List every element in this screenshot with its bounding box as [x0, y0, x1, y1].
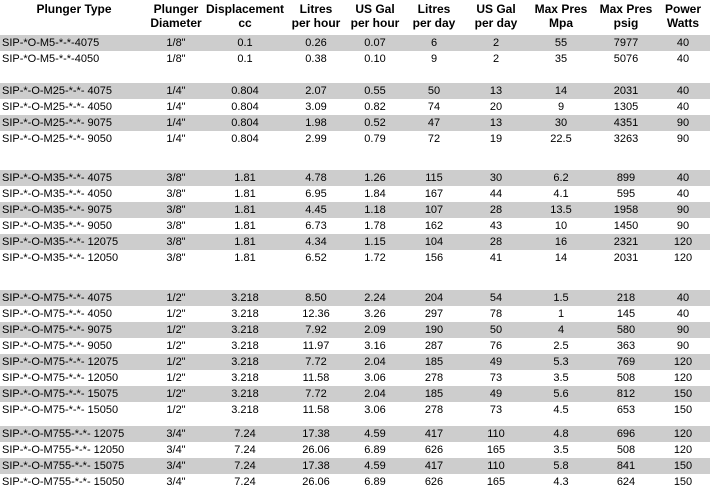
cell-litres-hour: 4.34	[305, 236, 327, 248]
cell-litres-day: 278	[424, 404, 444, 416]
cell-displacement: 0.1	[237, 37, 253, 49]
cell-plunger-type: SIP-*-O-M35-*-*- 4075	[2, 172, 113, 184]
cell-plunger-type: SIP-*-O-M35-*-*- 12075	[2, 236, 119, 248]
cell-litres-day: 626	[424, 476, 444, 488]
cell-max-pres-psig: 653	[616, 404, 636, 416]
cell-litres-hour: 11.58	[302, 404, 330, 416]
cell-usgal-day: 44	[489, 188, 503, 200]
cell-usgal-hour: 0.55	[364, 85, 386, 97]
table-row	[0, 402, 710, 418]
cell-power-watts: 150	[673, 476, 693, 488]
cell-power-watts: 40	[676, 85, 690, 97]
cell-usgal-hour: 0.10	[364, 53, 386, 65]
cell-usgal-hour: 1.18	[364, 204, 386, 216]
cell-diameter: 1/2"	[166, 356, 186, 368]
header-max-pres-psig	[594, 2, 658, 30]
cell-displacement: 1.81	[234, 252, 256, 264]
cell-usgal-hour: 2.24	[364, 292, 386, 304]
cell-usgal-hour: 2.04	[364, 388, 386, 400]
cell-usgal-hour: 1.84	[364, 188, 386, 200]
cell-usgal-day: 49	[489, 356, 503, 368]
cell-diameter: 3/8"	[166, 236, 186, 248]
cell-litres-day: 417	[424, 460, 444, 472]
cell-max-pres-mpa: 35	[554, 53, 568, 65]
cell-litres-day: 104	[424, 236, 444, 248]
table-row	[0, 115, 710, 131]
cell-max-pres-mpa: 4.3	[553, 476, 569, 488]
cell-displacement: 1.81	[234, 172, 256, 184]
cell-plunger-type: SIP-*-O-M75-*-*- 9050	[2, 340, 113, 352]
header-line1: Power	[664, 2, 701, 16]
cell-usgal-day: 20	[489, 101, 503, 113]
cell-power-watts: 90	[676, 340, 690, 352]
cell-diameter: 3/8"	[166, 172, 186, 184]
cell-usgal-day: 30	[489, 172, 503, 184]
cell-displacement: 3.218	[231, 292, 259, 304]
cell-litres-hour: 4.45	[305, 204, 327, 216]
cell-max-pres-psig: 3263	[613, 133, 639, 145]
table-row	[0, 51, 710, 67]
header-litres-day	[404, 2, 464, 30]
cell-max-pres-psig: 1450	[613, 220, 639, 232]
cell-power-watts: 150	[673, 460, 693, 472]
cell-diameter: 3/8"	[166, 204, 186, 216]
cell-diameter: 1/4"	[166, 133, 186, 145]
cell-diameter: 1/2"	[166, 404, 186, 416]
table-row	[0, 338, 710, 354]
cell-max-pres-mpa: 5.8	[553, 460, 569, 472]
cell-max-pres-psig: 4351	[613, 117, 639, 129]
cell-usgal-day: 49	[489, 388, 503, 400]
cell-max-pres-psig: 2321	[613, 236, 639, 248]
cell-litres-day: 6	[430, 37, 438, 49]
cell-usgal-day: 165	[486, 476, 506, 488]
cell-usgal-day: 76	[489, 340, 503, 352]
cell-max-pres-psig: 508	[616, 372, 636, 384]
cell-litres-hour: 11.97	[302, 340, 330, 352]
cell-diameter: 3/4"	[166, 476, 186, 488]
cell-usgal-day: 78	[489, 308, 503, 320]
cell-displacement: 7.24	[234, 428, 256, 440]
cell-plunger-type: SIP-*-O-M75-*-*- 4075	[2, 292, 113, 304]
cell-litres-hour: 2.07	[305, 85, 327, 97]
cell-plunger-type: SIP-*-O-M35-*-*- 4050	[2, 188, 113, 200]
cell-diameter: 1/4"	[166, 101, 186, 113]
cell-plunger-type: SIP-*-O-M75-*-*- 4050	[2, 308, 113, 320]
cell-max-pres-mpa: 13.5	[550, 204, 572, 216]
cell-max-pres-mpa: 6.2	[553, 172, 569, 184]
cell-litres-hour: 8.50	[305, 292, 327, 304]
cell-usgal-day: 13	[489, 85, 503, 97]
cell-max-pres-psig: 769	[616, 356, 636, 368]
cell-max-pres-psig: 580	[616, 324, 636, 336]
cell-litres-day: 417	[424, 428, 444, 440]
header-line1: US Gal	[476, 2, 516, 16]
cell-power-watts: 90	[676, 117, 690, 129]
cell-usgal-day: 28	[489, 236, 503, 248]
cell-diameter: 3/4"	[166, 444, 186, 456]
table-row	[0, 170, 710, 186]
cell-displacement: 3.218	[231, 308, 259, 320]
cell-max-pres-psig: 508	[616, 444, 636, 456]
cell-displacement: 0.804	[231, 85, 259, 97]
header-litres-hour	[286, 2, 346, 30]
cell-displacement: 3.218	[231, 356, 259, 368]
cell-diameter: 1/2"	[166, 308, 186, 320]
cell-displacement: 3.218	[231, 388, 259, 400]
cell-litres-hour: 3.09	[305, 101, 327, 113]
header-line2: per day	[412, 16, 456, 30]
cell-litres-day: 287	[424, 340, 444, 352]
cell-displacement: 1.81	[234, 236, 256, 248]
cell-usgal-hour: 4.59	[364, 460, 386, 472]
table-row	[0, 322, 710, 338]
cell-power-watts: 40	[676, 188, 690, 200]
cell-displacement: 0.804	[231, 101, 259, 113]
cell-displacement: 3.218	[231, 324, 259, 336]
cell-max-pres-mpa: 3.5	[553, 372, 569, 384]
cell-plunger-type: SIP-*-O-M35-*-*- 9050	[2, 220, 113, 232]
header-plunger-diameter	[148, 2, 204, 30]
header-usgal-hour	[346, 2, 404, 30]
cell-litres-hour: 2.99	[305, 133, 327, 145]
cell-max-pres-mpa: 3.5	[553, 444, 569, 456]
cell-litres-day: 204	[424, 292, 444, 304]
header-line2: Mpa	[549, 16, 573, 30]
table-row	[0, 250, 710, 266]
cell-litres-hour: 26.06	[302, 444, 330, 456]
cell-plunger-type: SIP-*-O-M25-*-*- 4075	[2, 85, 113, 97]
header-displacement	[204, 2, 286, 30]
cell-power-watts: 90	[676, 133, 690, 145]
cell-max-pres-psig: 218	[616, 292, 636, 304]
cell-diameter: 1/2"	[166, 372, 186, 384]
cell-plunger-type: SIP-*-O-M75-*-*- 12075	[2, 356, 119, 368]
cell-power-watts: 40	[676, 101, 690, 113]
cell-usgal-hour: 2.04	[364, 356, 386, 368]
cell-litres-hour: 0.38	[305, 53, 327, 65]
cell-litres-day: 185	[424, 356, 444, 368]
cell-displacement: 0.804	[231, 117, 259, 129]
table-row	[0, 426, 710, 442]
table-row	[0, 474, 710, 490]
cell-max-pres-mpa: 14	[554, 252, 568, 264]
table-row	[0, 83, 710, 99]
cell-usgal-hour: 3.26	[364, 308, 386, 320]
cell-displacement: 0.1	[237, 53, 253, 65]
cell-litres-day: 185	[424, 388, 444, 400]
cell-max-pres-mpa: 4.1	[553, 188, 569, 200]
cell-diameter: 3/8"	[166, 252, 186, 264]
cell-usgal-day: 19	[489, 133, 503, 145]
cell-max-pres-mpa: 30	[554, 117, 568, 129]
cell-max-pres-psig: 841	[616, 460, 636, 472]
cell-power-watts: 120	[673, 252, 693, 264]
cell-litres-hour: 6.95	[305, 188, 327, 200]
cell-litres-hour: 26.06	[302, 476, 330, 488]
cell-plunger-type: SIP-*-O-M75-*-*- 12050	[2, 372, 119, 384]
cell-diameter: 1/2"	[166, 388, 186, 400]
cell-plunger-type: SIP-*-O-M755-*-*- 15075	[2, 460, 125, 472]
cell-max-pres-mpa: 55	[554, 37, 568, 49]
cell-usgal-hour: 1.26	[364, 172, 386, 184]
cell-plunger-type: SIP-*-O-M35-*-*- 9075	[2, 204, 113, 216]
cell-max-pres-mpa: 9	[557, 101, 565, 113]
cell-litres-day: 162	[424, 220, 444, 232]
cell-displacement: 3.218	[231, 404, 259, 416]
header-line1: Litres	[417, 2, 451, 16]
cell-litres-day: 167	[424, 188, 444, 200]
table-row	[0, 218, 710, 234]
table-row	[0, 131, 710, 147]
header-plunger-type	[0, 2, 148, 16]
cell-displacement: 3.218	[231, 340, 259, 352]
cell-usgal-hour: 6.89	[364, 476, 386, 488]
header-line2: per day	[474, 16, 518, 30]
cell-power-watts: 120	[673, 356, 693, 368]
cell-power-watts: 40	[676, 172, 690, 184]
cell-diameter: 1/2"	[166, 340, 186, 352]
cell-power-watts: 90	[676, 220, 690, 232]
cell-litres-day: 74	[427, 101, 441, 113]
cell-litres-day: 115	[425, 172, 443, 184]
cell-max-pres-psig: 363	[616, 340, 636, 352]
cell-max-pres-psig: 5076	[613, 53, 639, 65]
cell-usgal-hour: 1.78	[364, 220, 386, 232]
cell-max-pres-mpa: 14	[554, 85, 568, 97]
table-row	[0, 99, 710, 115]
table-row	[0, 442, 710, 458]
table-row	[0, 202, 710, 218]
table-row	[0, 306, 710, 322]
cell-power-watts: 40	[676, 53, 690, 65]
cell-litres-day: 297	[424, 308, 444, 320]
cell-max-pres-psig: 812	[616, 388, 636, 400]
cell-litres-day: 278	[424, 372, 444, 384]
cell-diameter: 1/8"	[166, 37, 186, 49]
table-row	[0, 354, 710, 370]
cell-diameter: 3/8"	[166, 220, 186, 232]
cell-power-watts: 150	[673, 388, 693, 400]
cell-usgal-day: 2	[492, 53, 500, 65]
cell-plunger-type: SIP-*-O-M25-*-*- 9050	[2, 133, 113, 145]
header-line2: Watts	[666, 16, 700, 30]
header-line2: Diameter	[150, 16, 202, 30]
cell-max-pres-mpa: 4.8	[553, 428, 569, 440]
cell-litres-hour: 7.72	[305, 356, 327, 368]
header-line1: Max Pres	[599, 2, 653, 16]
cell-max-pres-psig: 2031	[613, 252, 639, 264]
header-line1: Litres	[299, 2, 333, 16]
table-row	[0, 458, 710, 474]
cell-litres-hour: 17.38	[302, 460, 330, 472]
cell-power-watts: 90	[676, 324, 690, 336]
cell-diameter: 1/4"	[166, 85, 186, 97]
cell-power-watts: 40	[676, 37, 690, 49]
header-line2: psig	[613, 16, 639, 30]
cell-usgal-hour: 6.89	[364, 444, 386, 456]
cell-litres-hour: 0.26	[305, 37, 327, 49]
cell-usgal-hour: 0.79	[364, 133, 386, 145]
cell-plunger-type: SIP-*O-M5-*-*-4050	[2, 53, 100, 65]
cell-usgal-day: 50	[489, 324, 503, 336]
cell-power-watts: 120	[673, 236, 693, 248]
cell-max-pres-psig: 145	[616, 308, 636, 320]
cell-diameter: 3/4"	[166, 428, 186, 440]
cell-litres-hour: 7.92	[305, 324, 327, 336]
cell-litres-day: 72	[427, 133, 441, 145]
cell-usgal-hour: 1.72	[364, 252, 386, 264]
cell-usgal-hour: 3.16	[364, 340, 386, 352]
table-row	[0, 290, 710, 306]
cell-max-pres-psig: 1958	[613, 204, 639, 216]
cell-litres-hour: 12.36	[302, 308, 330, 320]
cell-usgal-hour: 3.06	[364, 404, 386, 416]
cell-max-pres-mpa: 1.5	[553, 292, 569, 304]
cell-power-watts: 40	[676, 308, 690, 320]
cell-max-pres-psig: 899	[616, 172, 636, 184]
cell-diameter: 1/8"	[166, 53, 186, 65]
table-row	[0, 186, 710, 202]
cell-power-watts: 120	[673, 428, 693, 440]
cell-plunger-type: SIP-*-O-M25-*-*- 9075	[2, 117, 113, 129]
cell-litres-hour: 1.98	[305, 117, 327, 129]
cell-displacement: 0.804	[231, 133, 259, 145]
cell-power-watts: 120	[673, 372, 693, 384]
cell-litres-hour: 17.38	[302, 428, 330, 440]
header-line2: per hour	[350, 16, 400, 30]
cell-usgal-day: 54	[489, 292, 503, 304]
header-power-watts	[658, 2, 708, 30]
cell-displacement: 1.81	[234, 220, 256, 232]
cell-usgal-day: 13	[489, 117, 503, 129]
cell-plunger-type: SIP-*-O-M755-*-*- 15050	[2, 476, 125, 488]
cell-displacement: 7.24	[234, 444, 256, 456]
cell-max-pres-mpa: 4.5	[553, 404, 569, 416]
cell-litres-day: 107	[424, 204, 444, 216]
cell-displacement: 1.81	[234, 204, 256, 216]
cell-plunger-type: SIP-*O-M5-*-*-4075	[2, 37, 100, 49]
cell-diameter: 3/8"	[166, 188, 186, 200]
table-row	[0, 386, 710, 402]
cell-usgal-day: 73	[489, 372, 503, 384]
cell-litres-hour: 4.78	[305, 172, 327, 184]
cell-usgal-day: 2	[492, 37, 500, 49]
cell-power-watts: 90	[676, 204, 690, 216]
cell-max-pres-psig: 1305	[613, 101, 639, 113]
cell-usgal-hour: 0.82	[364, 101, 386, 113]
cell-usgal-hour: 0.52	[364, 117, 386, 129]
cell-usgal-hour: 1.15	[364, 236, 386, 248]
table-row	[0, 35, 710, 51]
cell-max-pres-mpa: 16	[554, 236, 568, 248]
cell-diameter: 1/2"	[166, 324, 186, 336]
cell-litres-day: 156	[424, 252, 444, 264]
table-row	[0, 370, 710, 386]
cell-displacement: 7.24	[234, 476, 256, 488]
cell-usgal-hour: 3.06	[364, 372, 386, 384]
header-max-pres-mpa	[528, 2, 594, 30]
cell-litres-hour: 11.58	[302, 372, 330, 384]
cell-max-pres-psig: 624	[616, 476, 636, 488]
cell-usgal-day: 28	[489, 204, 503, 216]
header-line2: cc	[238, 16, 252, 30]
cell-diameter: 3/4"	[166, 460, 186, 472]
cell-usgal-day: 165	[486, 444, 506, 456]
header-line1: Displacement	[205, 2, 285, 16]
cell-max-pres-psig: 696	[616, 428, 636, 440]
header-line2: per hour	[291, 16, 341, 30]
cell-plunger-type: SIP-*-O-M75-*-*- 9075	[2, 324, 113, 336]
cell-max-pres-mpa: 22.5	[550, 133, 572, 145]
table-row	[0, 234, 710, 250]
cell-litres-day: 626	[424, 444, 444, 456]
cell-usgal-day: 110	[487, 460, 505, 472]
cell-diameter: 1/2"	[166, 292, 186, 304]
table-header	[0, 0, 710, 35]
cell-displacement: 3.218	[231, 372, 259, 384]
cell-plunger-type: SIP-*-O-M75-*-*- 15050	[2, 404, 119, 416]
cell-usgal-day: 110	[487, 428, 505, 440]
cell-max-pres-mpa: 5.6	[553, 388, 569, 400]
cell-plunger-type: SIP-*-O-M35-*-*- 12050	[2, 252, 119, 264]
header-line1: Plunger Type	[36, 2, 112, 16]
header-line1: Plunger	[153, 2, 199, 16]
cell-litres-day: 47	[427, 117, 441, 129]
cell-max-pres-psig: 7977	[613, 37, 639, 49]
cell-max-pres-mpa: 10	[554, 220, 568, 232]
cell-diameter: 1/4"	[166, 117, 186, 129]
cell-litres-day: 50	[427, 85, 441, 97]
cell-usgal-day: 41	[489, 252, 503, 264]
cell-plunger-type: SIP-*-O-M25-*-*- 4050	[2, 101, 113, 113]
cell-max-pres-mpa: 5.3	[553, 356, 569, 368]
cell-max-pres-mpa: 4	[557, 324, 565, 336]
cell-max-pres-mpa: 2.5	[553, 340, 569, 352]
header-line1: US Gal	[355, 2, 395, 16]
cell-plunger-type: SIP-*-O-M755-*-*- 12075	[2, 428, 125, 440]
cell-litres-hour: 6.73	[305, 220, 327, 232]
cell-plunger-type: SIP-*-O-M755-*-*- 12050	[2, 444, 125, 456]
cell-usgal-hour: 4.59	[364, 428, 386, 440]
cell-usgal-hour: 0.07	[364, 37, 386, 49]
cell-litres-hour: 6.52	[305, 252, 327, 264]
cell-usgal-day: 73	[489, 404, 503, 416]
cell-max-pres-psig: 595	[616, 188, 636, 200]
cell-litres-day: 190	[424, 324, 444, 336]
cell-usgal-hour: 2.09	[364, 324, 386, 336]
cell-displacement: 1.81	[234, 188, 256, 200]
cell-usgal-day: 43	[489, 220, 503, 232]
header-usgal-day	[464, 2, 528, 30]
cell-power-watts: 150	[673, 404, 693, 416]
cell-litres-day: 9	[430, 53, 438, 65]
cell-power-watts: 40	[676, 292, 690, 304]
cell-max-pres-mpa: 1	[557, 308, 565, 320]
cell-max-pres-psig: 2031	[613, 85, 639, 97]
cell-displacement: 7.24	[234, 460, 256, 472]
cell-power-watts: 120	[673, 444, 693, 456]
header-line1: Max Pres	[534, 2, 588, 16]
cell-plunger-type: SIP-*-O-M75-*-*- 15075	[2, 388, 119, 400]
cell-litres-hour: 7.72	[305, 388, 327, 400]
